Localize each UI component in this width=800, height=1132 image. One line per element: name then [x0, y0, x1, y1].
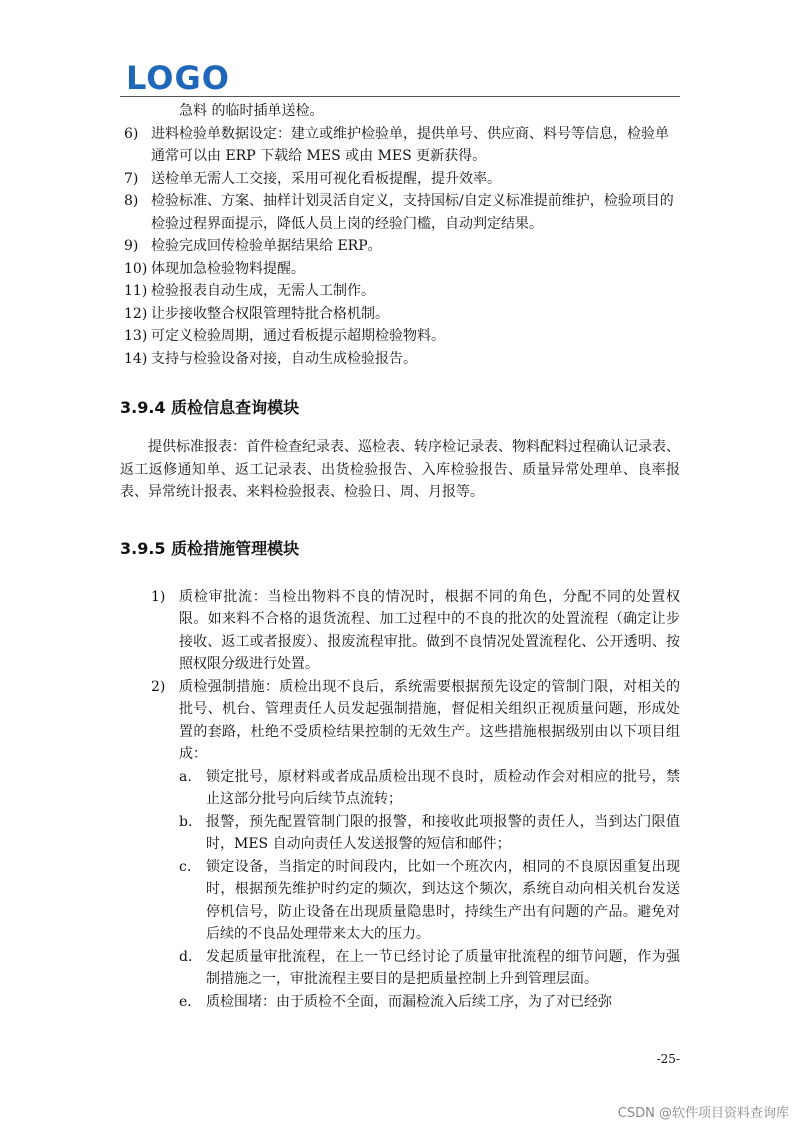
list-text: 检验报表自动生成，无需人工制作。 — [151, 283, 375, 299]
list-number: 1) — [151, 588, 166, 605]
sub-item-letter: e. — [179, 993, 192, 1010]
list-number: 12) — [124, 305, 148, 322]
sub-item-text: 锁定批号，原材料或者成品质检出现不良时，质检动作会对相应的批号，禁止这部分批号向后续节点流转； — [206, 768, 680, 807]
list-text: 送检单无需人工交接，采用可视化看板提醒，提升效率。 — [151, 170, 501, 187]
list-number: 7) — [124, 170, 139, 187]
section-394-paragraph: 提供标准报表：首件检查纪录表、巡检表、转序检记录表、物料配料过程确认记录表、返工返修通知单、返工记录表、出货检验报告、入库检验报告、质量异常处理单、良率报表、异常统计报表、来料检验报表、检验日、周、月报等。 — [120, 439, 680, 500]
list-item-7 — [120, 168, 680, 191]
sub-item-text: 发起质量审批流程，在上一节已经讨论了质量审批流程的细节问题，作为强制措施之一，审批流程主要目的是把质量控制上升到管理层面。 — [206, 948, 680, 987]
list-text: 检验标准、方案、抽样计划灵活自定义，支持国标/自定义标准提前维护，检验项目的检验过程界面提示，降低人员上岗的经验门槛，自动判定结果。 — [151, 193, 674, 232]
sub-item-text: 报警，预先配置管制门限的报警，和接收此项报警的责任人，当到达门限值时，MES 自动向责任人发送报警的短信和邮件； — [206, 813, 680, 852]
list-item-13 — [120, 325, 680, 348]
sub-item-text: 质检围堵：由于质检不全面，而漏检流入后续工序，为了对已经弥 — [206, 993, 612, 1010]
list-text: 检验完成回传检验单据结果给 ERP。 — [151, 238, 382, 254]
sub-item-letter: a. — [179, 768, 192, 785]
list-number: 14) — [124, 350, 148, 367]
list-item-11 — [120, 280, 680, 303]
sub-item-letter: b. — [179, 813, 193, 830]
list-item-1 — [120, 586, 680, 676]
list-item-12 — [120, 303, 680, 326]
list-text: 进料检验单数据设定：建立或维护检验单，提供单号、供应商、料号等信息，检验单通常可以由 ERP 下载给 MES 或由 MES 更新获得。 — [151, 125, 669, 164]
list-number: 8) — [124, 193, 139, 209]
sub-item-letter: d. — [179, 948, 193, 965]
list-item-8 — [120, 190, 680, 235]
list-item-9 — [120, 235, 680, 258]
sub-item-d — [120, 946, 680, 991]
list-text: 可定义检验周期，通过看板提示超期检验物料。 — [151, 328, 445, 344]
list-number: 2) — [151, 678, 166, 695]
list-item-10 — [120, 258, 680, 281]
page-number: -25- — [656, 1052, 680, 1066]
list-text: 质检审批流：当检出物料不良的情况时，根据不同的角色，分配不同的处置权限。如来料不合格的退货流程、加工过程中的不良的批次的处置流程（确定让步接收、返工或者报废）、报废流程审批。做到不良情况处置流程化、公开透明、按照权限分级进行处置。 — [179, 588, 680, 672]
list-text: 质检强制措施：质检出现不良后，系统需要根据预先设定的管制门限，对相关的批号、机台、管理责任人员发起强制措施，督促相关组织正视质量问题，形成处置的套路，杜绝不受质检结果控制的无效生产。这些措施根据级别由以下项目组成： — [179, 678, 680, 762]
sub-item-letter: c. — [179, 858, 192, 875]
list-number: 11) — [124, 283, 148, 299]
sub-item-e — [120, 991, 680, 1014]
list-text: 让步接收整合权限管理特批合格机制。 — [151, 305, 389, 322]
section-395-list — [120, 586, 680, 1014]
section-heading-394: 3.9.4 质检信息查询模块 — [120, 398, 300, 417]
list-text: 支持与检验设备对接，自动生成检验报告。 — [151, 350, 417, 367]
sub-item-text: 锁定设备，当指定的时间段内，比如一个班次内，相同的不良原因重复出现时，根据预先维护时约定的频次，到达这个频次，系统自动向相关机台发送停机信号，防止设备在出现质量隐患时，持续生产出有问题的产品。避免对后续的不良品处理带来太大的压力。 — [206, 858, 680, 942]
sub-item-a — [120, 766, 680, 811]
logo: LOGO — [126, 59, 230, 97]
list-item-2 — [120, 676, 680, 766]
list-number: 10) — [124, 260, 148, 277]
document-body — [120, 100, 680, 1013]
list-item-6 — [120, 123, 680, 168]
list-number: 9) — [124, 238, 139, 254]
list-text: 体现加急检验物料提醒。 — [151, 260, 305, 277]
list-number: 13) — [124, 328, 148, 344]
sub-item-c — [120, 856, 680, 946]
section-heading-395: 3.9.5 质检措施管理模块 — [120, 538, 300, 558]
list-number: 6) — [124, 125, 139, 142]
list-item-continuation: 急料 的临时插单送检。 — [179, 103, 324, 119]
list-item-14 — [120, 348, 680, 371]
sub-item-b — [120, 811, 680, 856]
watermark: CSDN @软件项目资料查询库 — [617, 1106, 789, 1121]
header-divider — [120, 96, 680, 97]
